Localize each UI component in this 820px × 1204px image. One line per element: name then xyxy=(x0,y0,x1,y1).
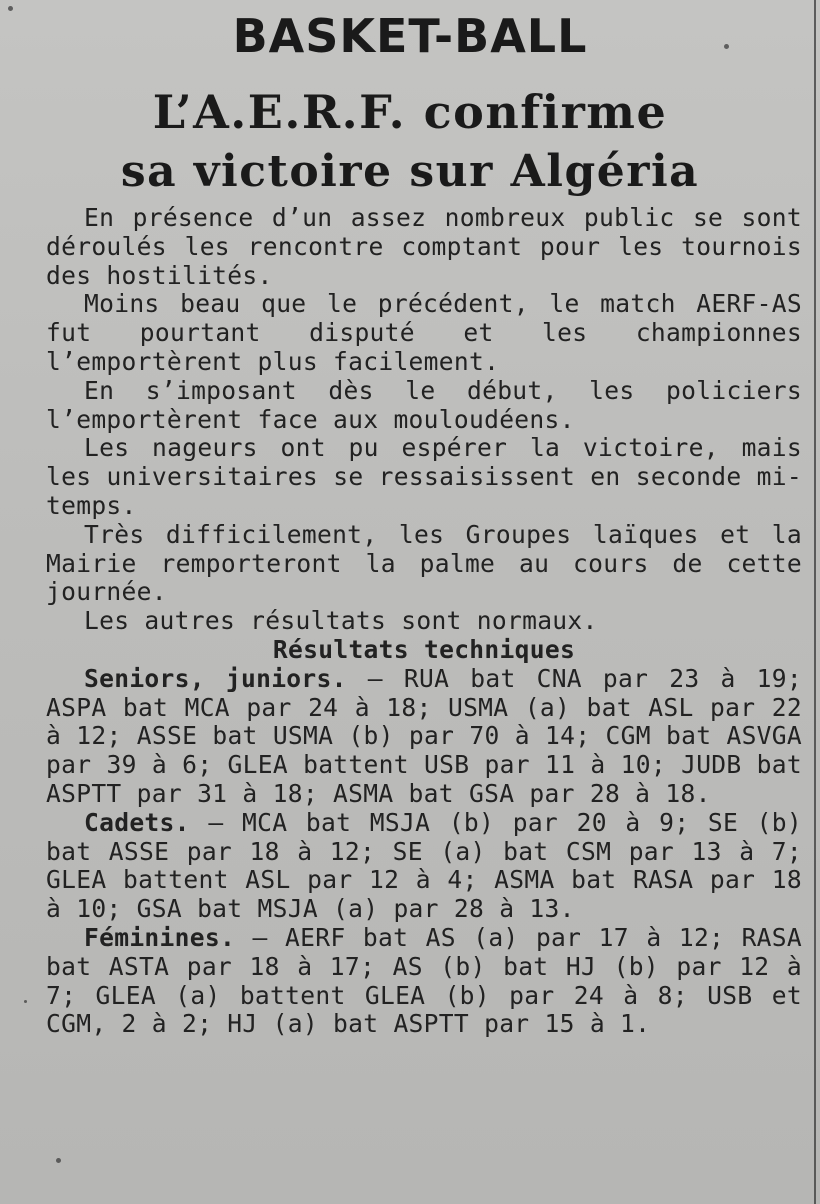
results-category-cadets: Cadets. xyxy=(84,807,190,837)
results-cadets xyxy=(46,809,802,924)
results-heading: Résultats techniques xyxy=(272,634,576,664)
paragraph-6: Les autres résultats sont normaux. xyxy=(84,606,598,636)
paragraph-3: En s’imposant dès le début, les policiers l’emportèrent face aux mouloudéens. xyxy=(46,375,802,434)
paragraph-2: Moins beau que le précédent, le match AERF-AS fut pourtant disputé et les championnes l’emportèrent plus facilement. xyxy=(46,289,802,376)
results-text-feminines: — AERF bat AS (a) par 17 à 12; RASA bat ASTA par 18 à 17; AS (b) bat HJ (b) par 12 à 7; GLEA (a) battent GLEA (b) par 24 à 8; USB et CGM, 2 à 2; HJ (a) bat ASPTT par 15 à 1. xyxy=(46,922,802,1039)
section-kicker: BASKET-BALL xyxy=(232,9,588,63)
paragraph-5: Très difficilement, les Groupes laïques et la Mairie remporteront la palme au cours de cette journée. xyxy=(46,519,802,607)
article-body xyxy=(46,204,802,1039)
results-category-feminines: Féminines. xyxy=(84,922,236,952)
results-category-seniors: Seniors, juniors. xyxy=(84,663,347,693)
results-seniors xyxy=(46,665,802,809)
ink-speck xyxy=(724,44,729,49)
results-feminines xyxy=(46,924,802,1039)
results-text-cadets: — MCA bat MSJA (b) par 20 à 9; SE (b) bat ASSE par 18 à 12; SE (a) bat CSM par 13 à 7; GLEA battent ASL par 12 à 4; ASMA bat RASA par 18 à 10; GSA bat MSJA (a) par 28 à 13. xyxy=(46,807,802,924)
headline-line-2: sa victoire sur Algéria xyxy=(120,146,700,197)
ink-speck xyxy=(56,1158,61,1163)
paragraph-4: Les nageurs ont pu espérer la victoire, mais les universitaires se ressaisissent en seconde mi-temps. xyxy=(46,433,802,520)
results-text-seniors: — RUA bat CNA par 23 à 19; ASPA bat MCA par 24 à 18; USMA (a) bat ASL par 22 à 12; ASSE bat USMA (b) par 70 à 14; CGM bat ASVGA par 39 à 6; GLEA battent USB par 11 à 10; JUDB bat ASPTT par 31 à 18; ASMA bat GSA par 28 à 18. xyxy=(46,663,802,808)
ink-speck xyxy=(8,6,13,11)
ink-speck xyxy=(24,1000,27,1003)
paragraph-1: En présence d’un assez nombreux public se sont déroulés les rencontre comptant pour les tournois des hostilités. xyxy=(46,203,802,290)
headline-line-1: L’A.E.R.F. confirme xyxy=(152,85,668,139)
